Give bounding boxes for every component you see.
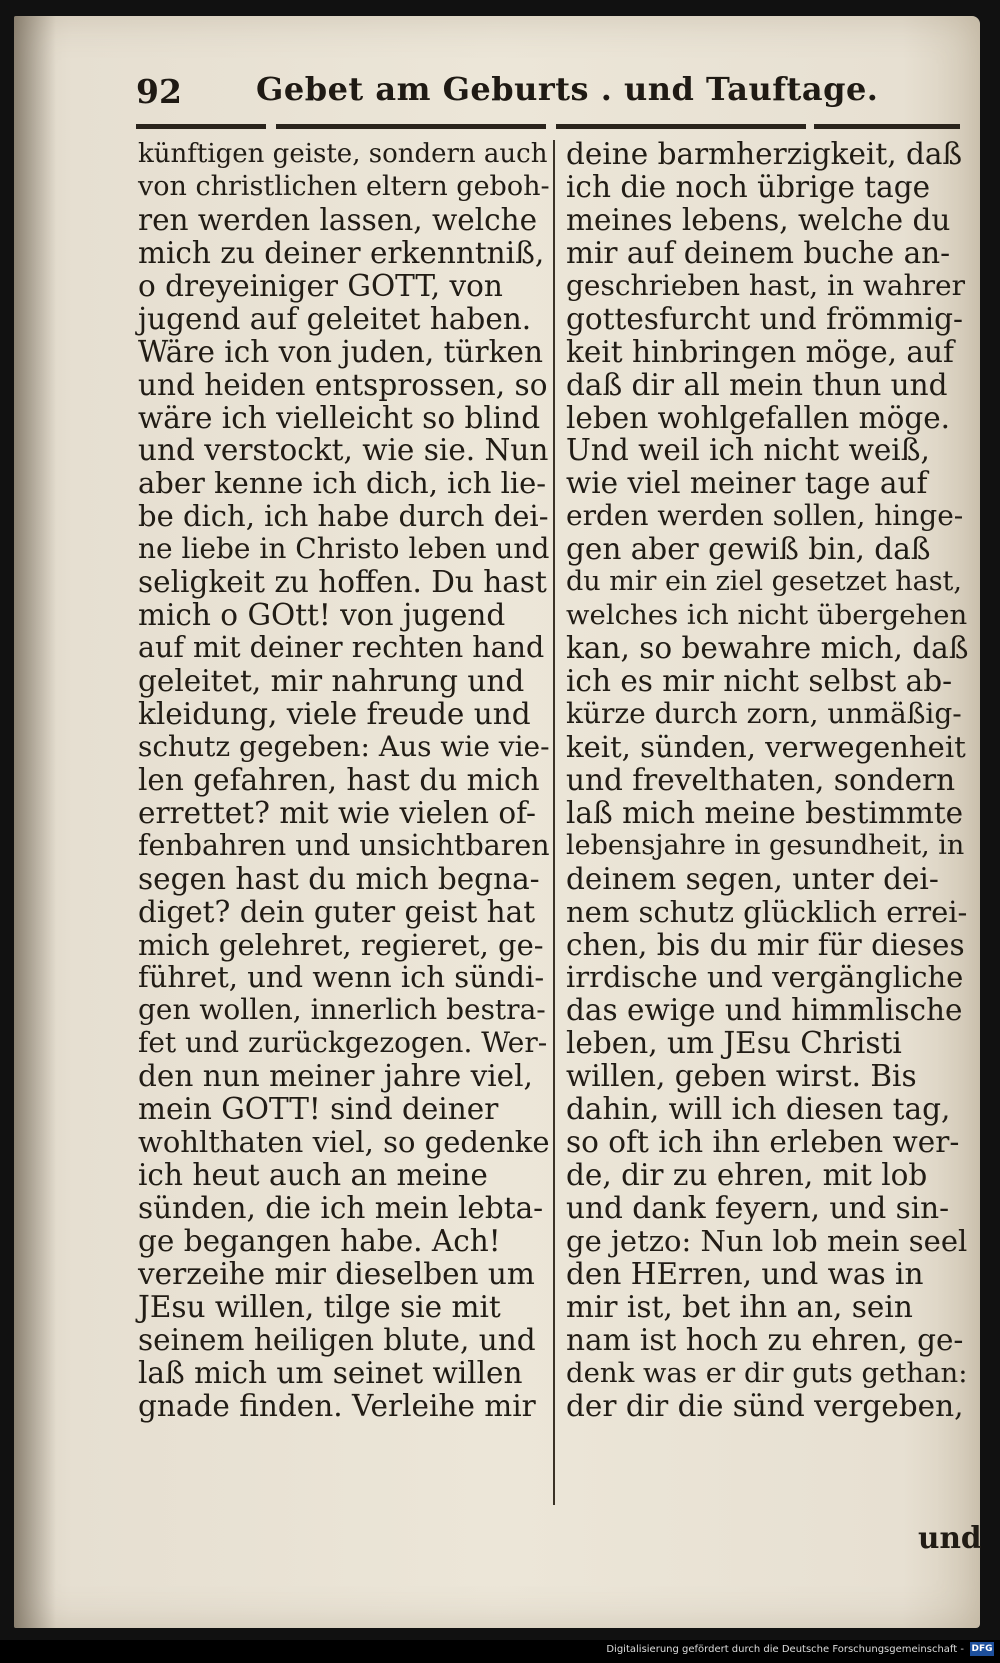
text-line: ge jetzo: Nun lob mein seel [566,1223,968,1258]
text-line: laß mich meine bestimmte [566,795,964,830]
text-line: laß mich um seinet willen [138,1355,523,1390]
text-line: deine barmherzigkeit, daß [566,137,963,171]
text-line: von christlichen eltern geboh- [138,170,550,202]
text-line: ren werden lassen, welche [138,202,538,237]
text-line: dahin, will ich diesen tag, [566,1092,951,1127]
column-divider [553,140,555,1505]
text-line: gottesfurcht und frömmig- [566,301,963,336]
text-line: und frevelthaten, sondern [566,762,956,797]
text-line: den nun meiner jahre viel, [138,1059,533,1094]
text-line: gen aber gewiß bin, daß [566,532,931,567]
text-line: führet, und wenn ich sündi- [138,960,545,995]
text-line: jugend auf geleitet haben. [138,301,532,336]
text-line: diget? dein guter geist hat [138,894,536,929]
text-line: welches ich nicht übergehen [566,599,968,632]
text-line: mein GOTT! sind deiner [138,1092,499,1127]
text-line: künftigen geiste, sondern auch [138,139,548,169]
text-line: mich zu deiner erkenntniß, [138,235,545,270]
text-line: den HErren, und was in [566,1256,924,1291]
header-rule [556,124,806,129]
text-line: keit, sünden, verwegenheit [566,729,966,764]
text-line: erden werden sollen, hinge- [566,499,964,533]
text-line: sünden, die ich mein lebta- [138,1191,544,1225]
text-line: und dank feyern, und sin- [566,1191,950,1225]
page-header [136,70,879,118]
text-line: gen wollen, innerlich bestra- [138,993,546,1027]
text-line: Wäre ich von juden, türken [138,334,543,369]
running-head: Gebet am Geburts . und Tauftage. [256,70,879,108]
page-gutter-shadow [14,16,56,1628]
text-line: wohlthaten viel, so gedenke [138,1125,550,1160]
text-line: mir auf deinem buche an- [566,235,951,270]
text-line: ne liebe in Christo leben und [138,532,550,566]
header-rule [136,124,266,129]
text-line: ich heut auch an meine [138,1158,488,1193]
text-line: ich es mir nicht selbst ab- [566,664,953,698]
text-line: auf mit deiner rechten hand [138,631,545,665]
catchword: und [918,1520,982,1555]
header-rule [814,124,960,129]
text-line: leben, um JEsu Christi [566,1026,902,1061]
text-line: be dich, ich habe durch dei- [138,499,549,534]
text-line: denk was er dir guts gethan: [566,1356,968,1389]
text-line: und verstockt, wie sie. Nun [138,433,549,468]
text-line: segen hast du mich begna- [138,861,540,896]
text-line: nam ist hoch zu ehren, ge- [566,1322,964,1357]
text-line: der dir die sünd vergeben, [566,1388,964,1423]
text-line: leben wohlgefallen möge. [566,400,951,435]
left-text-column [138,138,550,1423]
text-line: willen, geben wirst. Bis [566,1059,917,1094]
text-line: o dreyeiniger GOTT, von [138,268,503,303]
text-line: lebensjahre in gesundheit, in [566,829,965,861]
text-line: du mir ein ziel gesetzet hast, [566,566,962,598]
text-line: len gefahren, hast du mich [138,762,540,797]
text-line: fenbahren und unsichtbaren [138,828,550,862]
text-line: de, dir zu ehren, mit lob [566,1158,928,1193]
footer-credit: Digitalisierung gefördert durch die Deutsche Forschungsgemeinschaft - [606,1644,964,1655]
text-line: und heiden entsprossen, so [138,367,548,402]
text-line: errettet? mit wie vielen of- [138,795,536,830]
text-line: geleitet, mir nahrung und [138,664,525,698]
text-line: kleidung, viele freude und [138,696,531,731]
dfg-logo-icon: DFG [971,1644,993,1654]
text-line: so oft ich ihn erleben wer- [566,1125,960,1160]
text-line: fet und zurückgezogen. Wer- [138,1026,548,1060]
text-line: kan, so bewahre mich, daß [566,631,969,666]
text-line: deinem segen, unter dei- [566,861,939,896]
text-line: kürze durch zorn, unmäßig- [566,696,962,730]
header-rule [276,124,546,129]
text-line: daß dir all mein thun und [566,367,948,402]
text-line: seligkeit zu hoffen. Du hast [138,565,547,600]
text-line: das ewige und himmlische [566,993,963,1028]
text-line: irrdische und vergängliche [566,960,964,995]
text-line: wie viel meiner tage auf [566,466,928,501]
text-line: keit hinbringen möge, auf [566,334,954,369]
text-line: meines lebens, welche du [566,202,951,237]
text-line: wäre ich vielleicht so blind [138,400,541,435]
page-number: 92 [136,72,182,111]
text-line: chen, bis du mir für dieses [566,927,965,962]
text-line: mich o GOtt! von jugend [138,598,506,633]
text-line: seinem heiligen blute, und [138,1322,536,1357]
text-line: Und weil ich nicht weiß, [566,433,930,468]
right-text-column [566,138,968,1423]
text-line: gnade finden. Verleihe mir [138,1388,536,1423]
text-line: mich gelehret, regieret, ge- [138,927,544,962]
text-line: ich die noch übrige tage [566,169,931,204]
text-line: geschrieben hast, in wahrer [566,268,965,302]
text-line: schutz gegeben: Aus wie vie- [138,729,550,763]
digitization-footer [0,1640,1000,1663]
text-line: aber kenne ich dich, ich lie- [138,466,547,501]
text-line: ge begangen habe. Ach! [138,1223,501,1258]
text-line: nem schutz glücklich errei- [566,894,968,929]
text-line: verzeihe mir dieselben um [138,1256,535,1291]
text-line: JEsu willen, tilge sie mit [138,1289,501,1324]
text-line: mir ist, bet ihn an, sein [566,1289,913,1324]
